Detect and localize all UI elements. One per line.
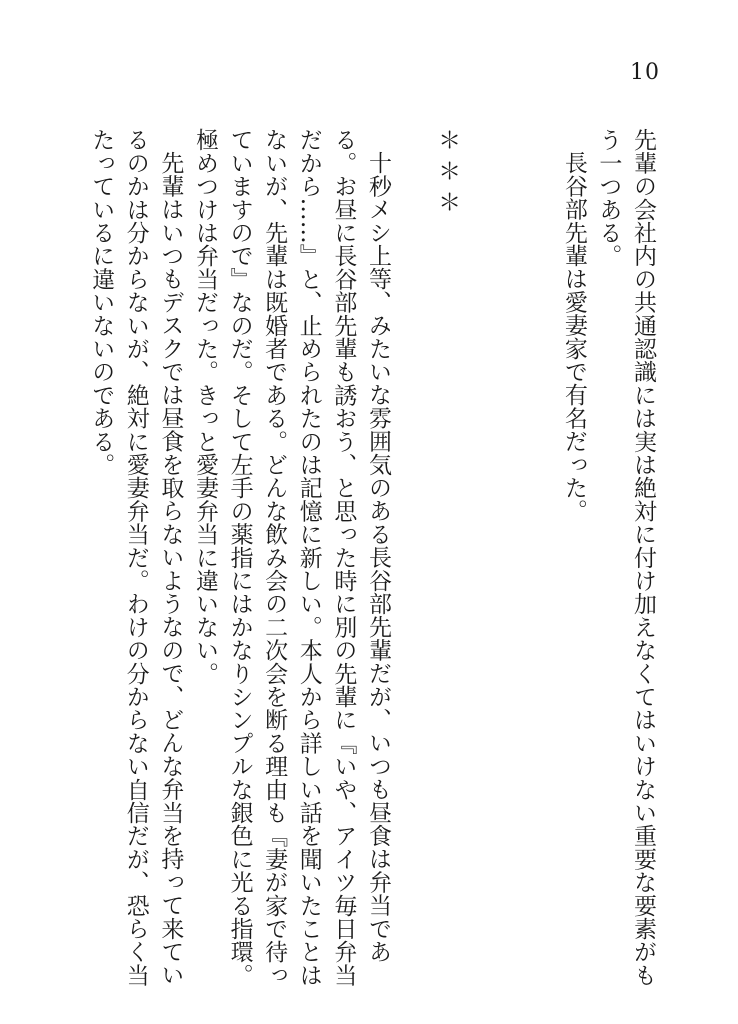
page-number: 10 [630, 60, 660, 85]
scene-separator: ＊＊＊ [434, 128, 461, 222]
paragraph-2: 長谷部先輩は愛妻家で有名だった。 [560, 151, 587, 523]
blank-line [522, 128, 557, 988]
blank-line [395, 128, 430, 988]
vertical-text-body [88, 128, 660, 988]
paragraph-4: 先輩はいつもデスクでは昼食を取らないようなので、どんな弁当を持って来ているのかは分からないが、絶対に愛妻弁当だ。わけの分からない自信だが、恐らく当たっているに違いないのである。 [88, 128, 184, 987]
paragraph-3: 十秒メシ上等、みたいな雰囲気のある長谷部先輩だが、いつも昼食は弁当である。お昼に長谷部先輩も誘おう、と思った時に別の先輩に『いや、アイツ毎日弁当だから……』と、止められたのは記憶に新しい。本人から詳しい話を聞いたことはないが、先輩は既婚者である。どんな飲み会の二次会を断る理由も『妻が家で待っていますので』なのだ。そして左手の薬指にはかなりシンプルな銀色に光る指環。極めつけは弁当だった。きっと愛妻弁当に違いない。 [191, 128, 391, 987]
paragraph-1: 先輩の会社内の共通認識には実は絶対に付け加えなくてはいけない重要な要素がもう一つある。 [595, 128, 656, 987]
